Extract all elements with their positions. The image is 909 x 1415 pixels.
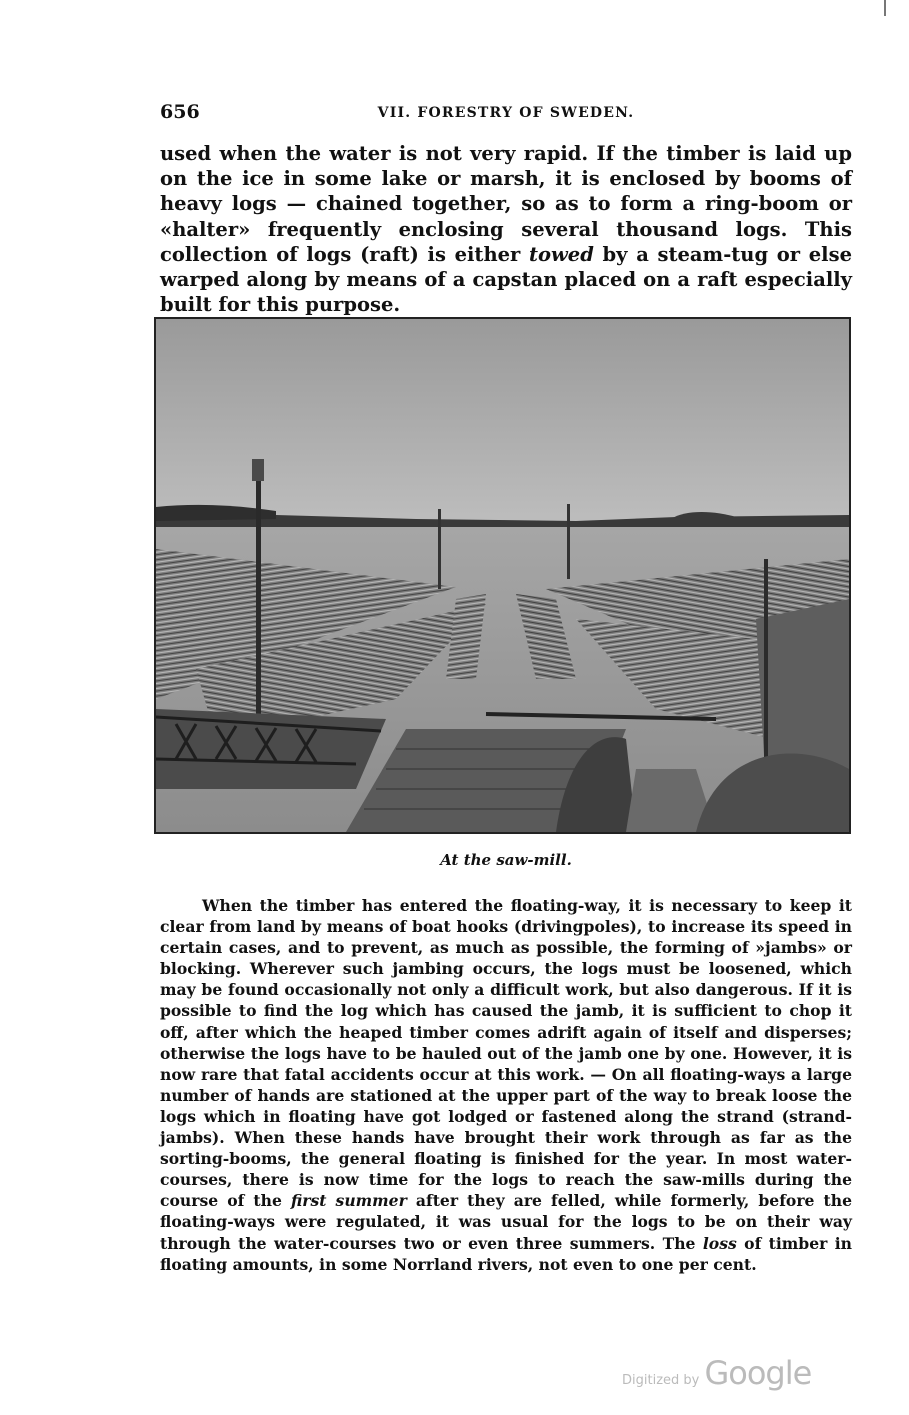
paragraph-2-text-b: after they are felled, while formerly, before the floating-ways were regulated, it was usual for the logs to be on their way through the water-courses two or even three summers. The [160,1191,853,1253]
page-edge-mark [884,0,886,16]
paragraph-2-text-a: When the timber has entered the floating-way, it is necessary to keep it clear from land by means of boat hooks (drivingpoles), to increase its speed in certain cases, and to prevent, as much as possible, the forming of »jambs» or blocking. Wherever such jambing occurs, the logs must be loosened, which may be found occasionally not only a difficult work, but also dangerous. If it is possible to find the log which has caused the jamb, it is sufficient to chop it off, after which the heaped timber comes adrift again of itself and disperses; otherwise the logs have to be hauled out of the jamb one by one. However, it is now rare that fatal accidents occur at this work. — On all floating-ways a large number of hands are stationed at the upper part of the way to break loose the logs which in floating have got lodged or fastened along the strand (strand-jambs). When these hands have brought their work through as far as the sorting-booms, the general floating is finished for the year. In most water-courses, there is now time for the logs to reach the saw-mills during the course of the [160,896,852,1211]
figure-caption: At the saw-mill. [440,851,572,869]
sawmill-photograph [154,317,851,834]
paragraph-2-text-c: of timber in floating amounts, in some Norrland rivers, not even to one per cent. [160,1233,852,1274]
paragraph-1-emphasis: towed [529,242,594,266]
paragraph-1 [160,141,852,317]
paragraph-2-emphasis-b: loss [702,1233,737,1253]
sawmill-illustration [156,319,849,832]
paragraph-1-text-a: used when the water is not very rapid. If the timber is laid up on the ice in some lake or marsh, it is enclosed by booms of heavy logs — chained together, so as to form a ring-boom or «halter» frequently enclosing several thousand logs. This collection of logs (raft) is either [160,142,852,266]
watermark-prefix: Digitized by [622,1373,700,1388]
page-number: 656 [160,101,200,123]
page-header [160,101,852,129]
watermark-brand: Google [704,1354,812,1392]
digitized-watermark [622,1354,811,1392]
running-head: VII. FORESTRY OF SWEDEN. [377,105,635,121]
paragraph-2-emphasis-a: first summer [290,1191,407,1211]
paragraph-2 [160,895,852,1275]
paragraph-1-text-b: by a steam-tug or else warped along by means of a capstan placed on a raft especially built for this purpose. [160,242,852,317]
